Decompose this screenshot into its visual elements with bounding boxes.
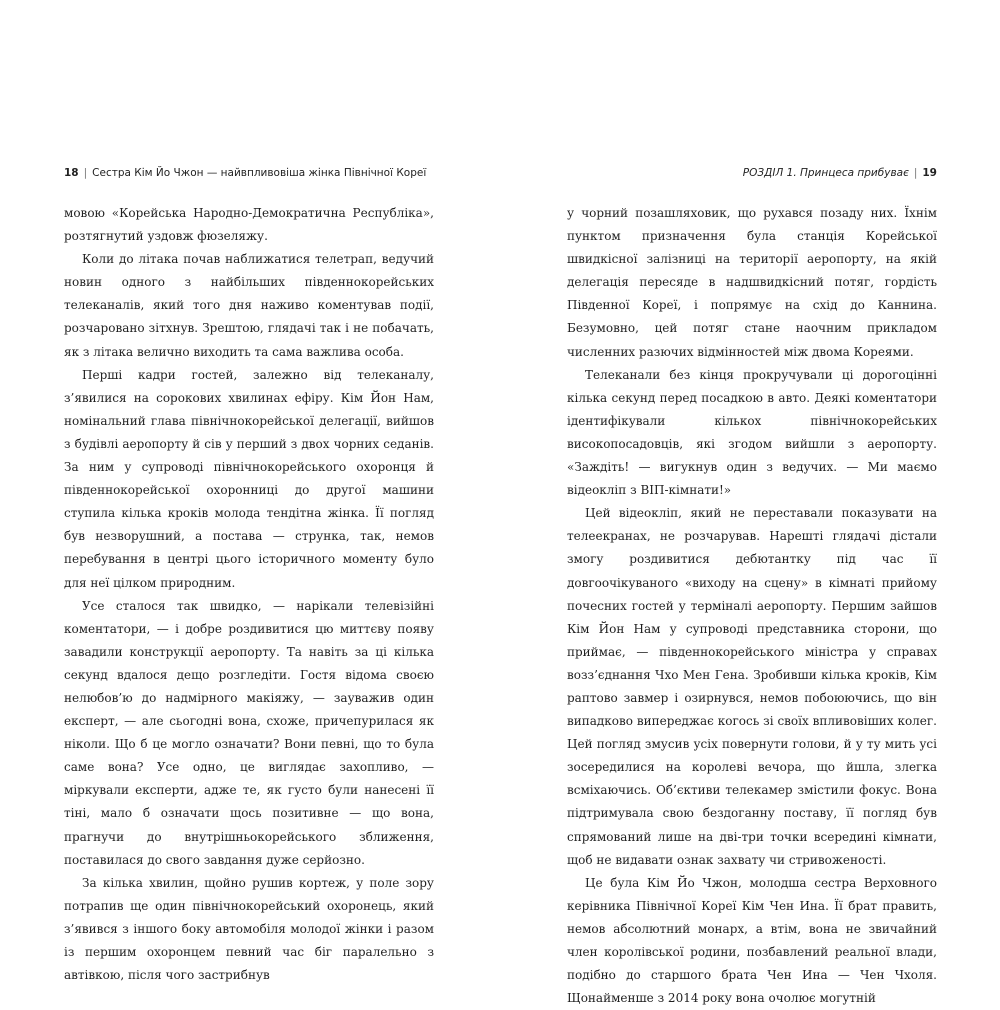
paragraph: Це була Кім Йо Чжон, молодша сестра Верховного керівника Північної Кореї Кім Чен Ина. Її брат править, немов абсолютний монарх, а втім, вона не звичайний член королівської родини, позбавлений реальної влади, подібно до старшого брата Чен Ина — Чен Чхоля. Щонайменше з 2014 року вона очолює могутній (567, 875, 937, 1006)
paragraph: Перші кадри гостей, залежно від телеканалу, з’явилися на сорокових хвилинах ефіру. Кім Йон Нам, номінальний глава північнокорейської делегації, вийшов з будівлі аеропорту й сів у перший з двох чорних седанів. За ним у супроводі північнокорейського охоронця й південнокорейської охоронниці до другої машини ступила кілька кроків молода тендітна жінка. Її погляд був незворушний, а постава — струнка, так, немов перебування в центрі цього історичного моменту було для неї цілком природним. (64, 367, 434, 590)
left-running-header (64, 166, 434, 180)
paragraph: За кілька хвилин, щойно рушив кортеж, у поле зору потрапив ще один північнокорейський охоронець, який з’явився з іншого боку автомобіля молодої жінки і разом із першим охоронцем певний час біг паралельно з автівкою, після чого застрибнув (64, 875, 434, 983)
left-page-number: 18 (64, 167, 79, 179)
paragraph: Телеканали без кінця прокручували ці дорогоцінні кілька секунд перед посадкою в авто. Деякі коментатори ідентифікували кількох північнокорейських високопосадовців, які згодом вийшли з аеропорту. «Заждіть! — вигукнув один з ведучих. — Ми маємо відеокліп з ВІП-кімнати!» (567, 367, 937, 498)
paragraph: мовою «Корейська Народно-Демократична Республіка», розтягнутий уздовж фюзеляжу. (64, 206, 434, 244)
right-chapter-title: РОЗДІЛ 1. Принцеса прибуває (742, 167, 909, 179)
right-header-separator: | (913, 167, 918, 179)
right-page-body (567, 202, 937, 1010)
right-page-number: 19 (922, 167, 937, 179)
right-page (567, 166, 937, 1010)
left-page-body (64, 202, 434, 987)
right-running-header (567, 166, 937, 180)
left-header-separator: | (83, 167, 88, 179)
paragraph: Усе сталося так швидко, — нарікали телевізійні коментатори, — і добре роздивитися цю миттєву появу завадили конструкції аеропорту. Та навіть за ці кілька секунд вдалося дещо розгледіти. Гостя відома своєю нелюбов’ю до надмірного макіяжу, — зауважив один експерт, — але сьогодні вона, схоже, причепурилася як ніколи. Що б це могло означати? Вони певні, що то була саме вона? Усе одно, це виглядає захопливо, — міркували експерти, адже те, як густо були нанесені її тіні, мало б означати щось позитивне — що вона, прагнучи до внутрішньокорейського зближення, поставилася до свого завдання дуже серйозно. (64, 598, 434, 867)
left-page (64, 166, 434, 987)
paragraph: Цей відеокліп, який не переставали показувати на телеекранах, не розчарував. Нарешті глядачі дістали змогу роздивитися дебютантку під час її довгоочікуваного «виходу на сцену» в кімнаті прийому почесних гостей у терміналі аеропорту. Першим зайшов Кім Йон Нам у супроводі представника сторони, що приймає, — південнокорейського міністра у справах возз’єднання Чхо Мен Гена. Зробивши кілька кроків, Кім раптово завмер і озирнувся, немов побоюючись, що він випадково випереджає когось зі своїх впливовіших колег. Цей погляд змусив усіх повернути голови, й у ту мить усі зосередилися на королеві вечора, що йшла, злегка всміхаючись. Об’єктиви телекамер змістили фокус. Вона підтримувала свою бездоганну поставу, її погляд був спрямований лише на дві-три точки всередині кімнати, щоб не видавати ознак захвату чи стривоженості. (567, 506, 937, 867)
paragraph: у чорний позашляховик, що рухався позаду них. Їхнім пунктом призначення була станція Корейської швидкісної залізниці на території аеропорту, на якій делегація пересяде в надшвидкісний потяг, гордість Південної Кореї, і попрямує на схід до Каннина. Безумовно, цей потяг стане наочним прикладом численних разючих відмінностей між двома Кореями. (567, 206, 937, 359)
paragraph: Коли до літака почав наближатися телетрап, ведучий новин одного з найбільших південнокорейських телеканалів, який того дня наживо коментував події, розчаровано зітхнув. Зрештою, глядачі так і не побачать, як з літака велично виходить та сама важлива особа. (64, 252, 434, 359)
left-running-title: Сестра Кім Йо Чжон — найвпливовіша жінка Північної Кореї (92, 167, 427, 179)
